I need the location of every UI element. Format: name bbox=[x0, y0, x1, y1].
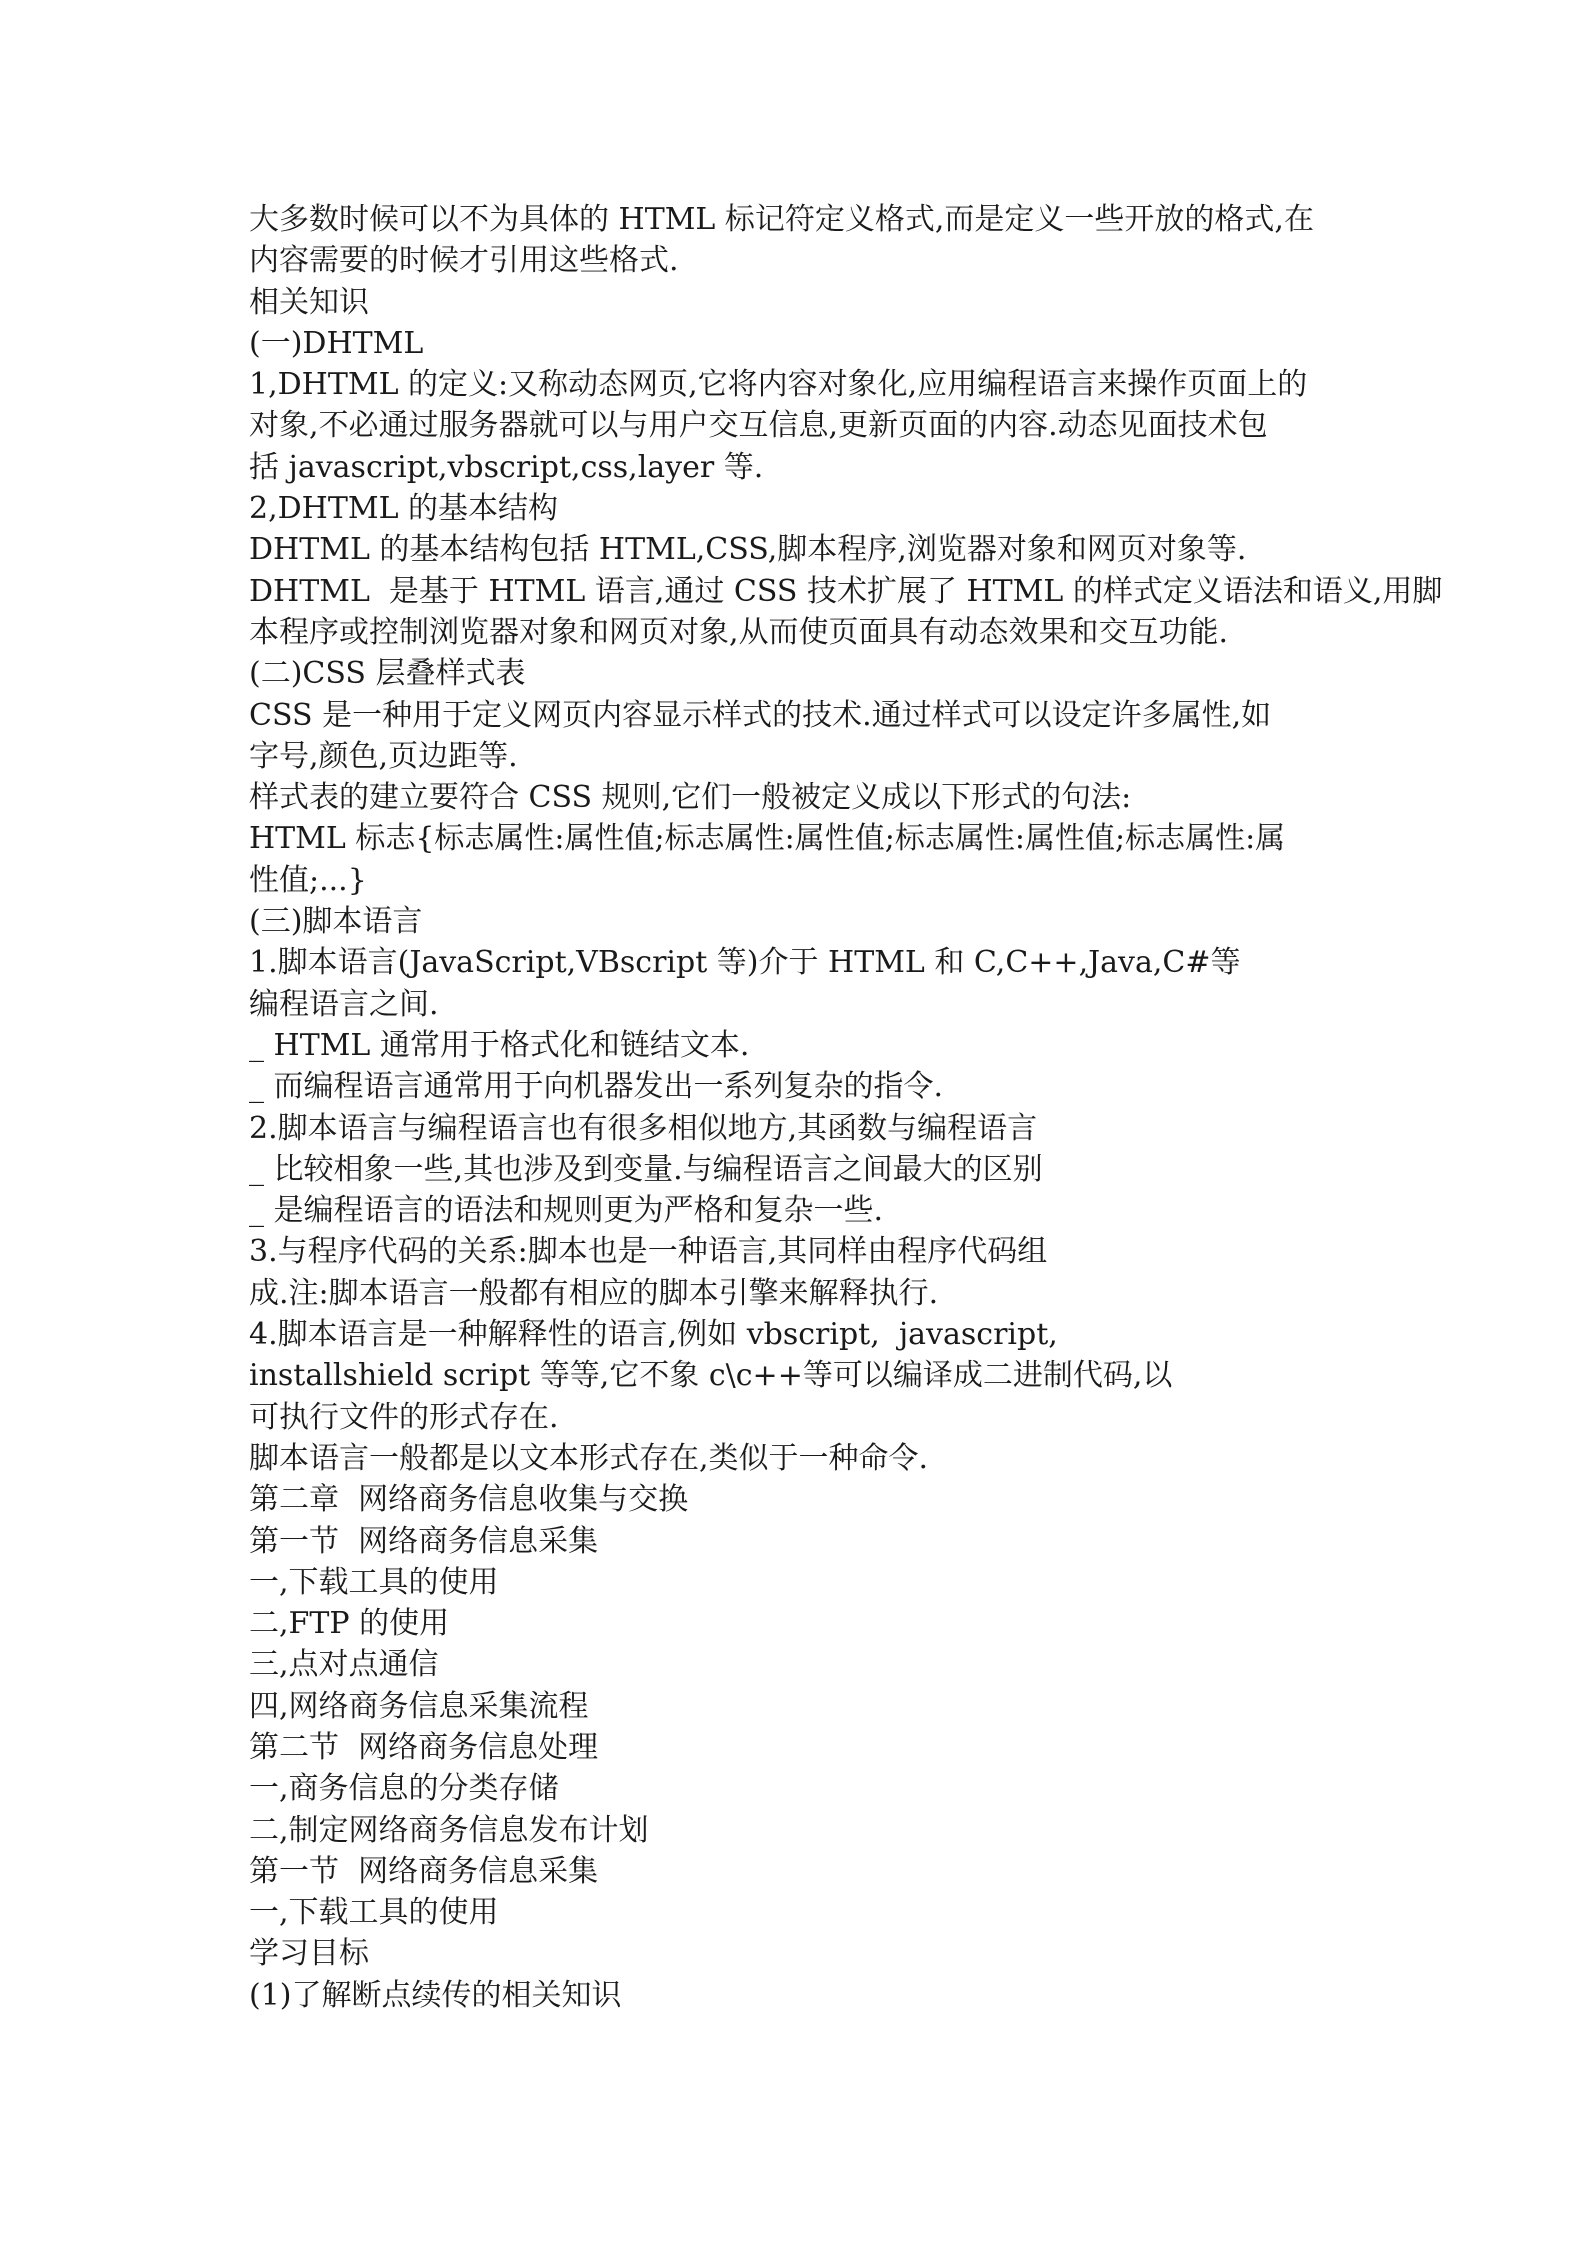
text-line: (一)DHTML bbox=[249, 325, 424, 361]
text-line: (二)CSS 层叠样式表 bbox=[249, 656, 526, 692]
text-line: 内容需要的时候才引用这些格式. bbox=[249, 243, 679, 279]
text-line: _ 而编程语言通常用于向机器发出一系列复杂的指令. bbox=[249, 1069, 944, 1105]
text-line: HTML 标志{标志属性:属性值;标志属性:属性值;标志属性:属性值;标志属性:属 bbox=[249, 821, 1286, 857]
text-line: 性值;...} bbox=[249, 862, 367, 898]
text-line: installshield script 等等,它不象 c\c++等可以编译成二进制代码,以 bbox=[249, 1358, 1173, 1394]
text-line: 四,网络商务信息采集流程 bbox=[249, 1688, 589, 1724]
text-line: 相关知识 bbox=[249, 284, 369, 320]
text-line: 1.脚本语言(JavaScript,VBscript 等)介于 HTML 和 C,C++,Java,C#等 bbox=[249, 945, 1241, 981]
text-line: 编程语言之间. bbox=[249, 986, 439, 1022]
text-line: 一,下载工具的使用 bbox=[249, 1564, 499, 1600]
text-line: 二,FTP 的使用 bbox=[249, 1606, 450, 1642]
text-line: 第二节 网络商务信息处理 bbox=[249, 1729, 599, 1765]
text-line: (1)了解断点续传的相关知识 bbox=[249, 1977, 622, 2013]
text-line: 学习目标 bbox=[249, 1936, 369, 1972]
text-line: 脚本语言一般都是以文本形式存在,类似于一种命令. bbox=[249, 1440, 929, 1476]
text-line: 2,DHTML 的基本结构 bbox=[249, 491, 559, 527]
text-line: 第一节 网络商务信息采集 bbox=[249, 1523, 599, 1559]
text-line: 一,商务信息的分类存储 bbox=[249, 1771, 559, 1807]
text-line: 可执行文件的形式存在. bbox=[249, 1399, 559, 1435]
text-line: 第一节 网络商务信息采集 bbox=[249, 1853, 599, 1889]
text-line: (三)脚本语言 bbox=[249, 904, 423, 940]
text-line: _ HTML 通常用于格式化和链结文本. bbox=[249, 1027, 750, 1063]
text-line: DHTML 的基本结构包括 HTML,CSS,脚本程序,浏览器对象和网页对象等. bbox=[249, 532, 1247, 568]
text-line: 2.脚本语言与编程语言也有很多相似地方,其函数与编程语言 bbox=[249, 1110, 1038, 1146]
text-line: 括 javascript,vbscript,css,layer 等. bbox=[249, 449, 764, 485]
text-line: 大多数时候可以不为具体的 HTML 标记符定义格式,而是定义一些开放的格式,在 bbox=[249, 202, 1314, 237]
text-line: _ 是编程语言的语法和规则更为严格和复杂一些. bbox=[249, 1193, 884, 1229]
text-line: 4.脚本语言是一种解释性的语言,例如 vbscript, javascript, bbox=[249, 1317, 1058, 1353]
text-line: _ 比较相象一些,其也涉及到变量.与编程语言之间最大的区别 bbox=[249, 1151, 1043, 1187]
text-line: 3.与程序代码的关系:脚本也是一种语言,其同样由程序代码组 bbox=[249, 1234, 1048, 1270]
text-line: 1,DHTML 的定义:又称动态网页,它将内容对象化,应用编程语言来操作页面上的 bbox=[249, 367, 1308, 403]
document-text-block bbox=[249, 199, 1443, 2016]
text-line: CSS 是一种用于定义网页内容显示样式的技术.通过样式可以设定许多属性,如 bbox=[249, 697, 1272, 733]
text-line: 成.注:脚本语言一般都有相应的脚本引擎来解释执行. bbox=[249, 1275, 939, 1311]
text-line: 三,点对点通信 bbox=[249, 1647, 439, 1683]
text-line: 字号,颜色,页边距等. bbox=[249, 738, 518, 774]
text-line: 样式表的建立要符合 CSS 规则,它们一般被定义成以下形式的句法: bbox=[249, 780, 1132, 816]
text-line: 对象,不必通过服务器就可以与用户交互信息,更新页面的内容.动态见面技术包 bbox=[249, 408, 1268, 444]
text-line: DHTML 是基于 HTML 语言,通过 CSS 技术扩展了 HTML 的样式定义语法和语义,用脚 bbox=[249, 573, 1443, 609]
text-line: 一,下载工具的使用 bbox=[249, 1895, 499, 1931]
text-line: 二,制定网络商务信息发布计划 bbox=[249, 1812, 649, 1848]
text-line: 第二章 网络商务信息收集与交换 bbox=[249, 1482, 689, 1518]
text-line: 本程序或控制浏览器对象和网页对象,从而使页面具有动态效果和交互功能. bbox=[249, 614, 1229, 650]
